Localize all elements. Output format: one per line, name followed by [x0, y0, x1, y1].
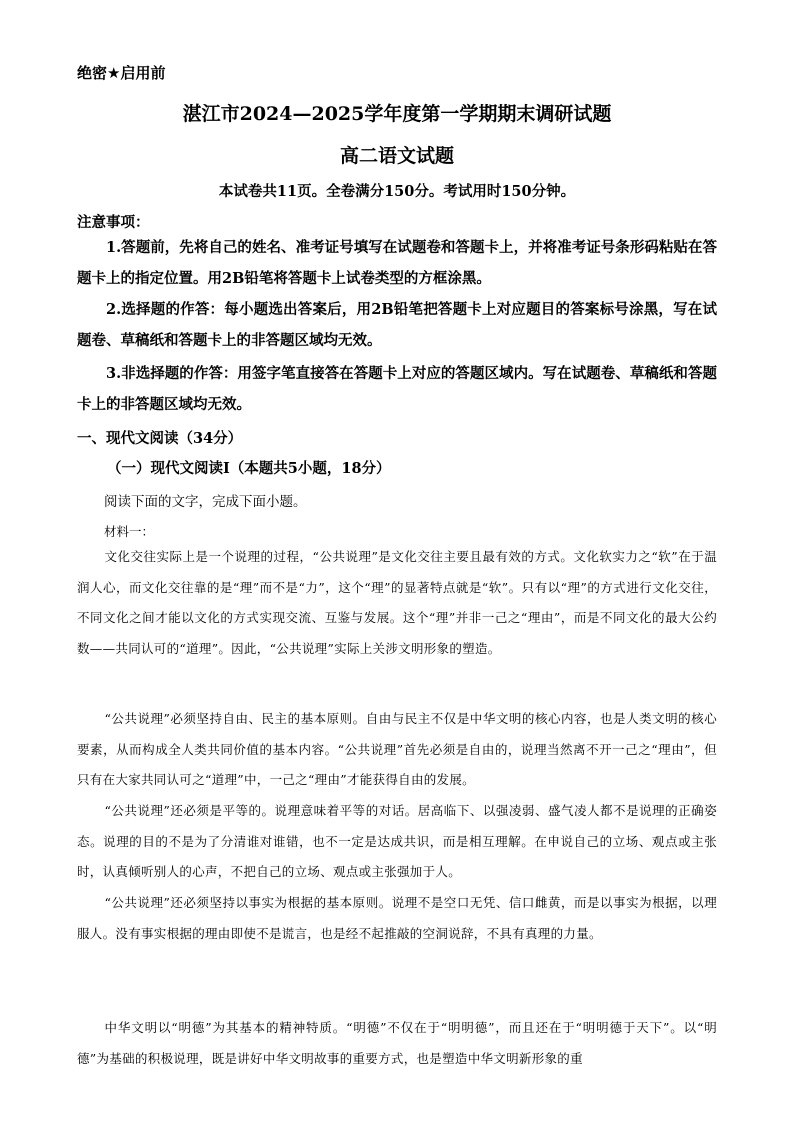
material-paragraph: 文化交往实际上是一个说理的过程，“公共说理”是文化交往主要且最有效的方式。文化软实力之“软”在于温润人心，而文化交往靠的是“理”而不是“力”，这个“理”的显著特点就是“软”。只有以“理”的方式进行文化交往，不同文化之间才能以文化的方式实现交流、互鉴与发展。这个“理”并非一己之“理由”，而是不同文化的最大公约数——共同认可的“道理”。因此，“公共说理”实际上关涉文明形象的塑造。: [77, 549, 717, 656]
notice-item: 1.答题前，先将自己的姓名、准考证号填写在试题卷和答题卡上，并将准考证号条形码粘贴在答题卡上的指定位置。用2B铅笔将答题卡上试卷类型的方框涂黑。: [77, 239, 717, 287]
material-paragraph: “公共说理”必须坚持自由、民主的基本原则。自由与民主不仅是中华文明的核心内容，也是人类文明的核心要素，从而构成全人类共同价值的基本内容。“公共说理”首先必须是自由的，说理当然离不开一己之“理由”，但只有在大家共同认可之“道理”中，一己之“理由”才能获得自由的发展。: [77, 711, 717, 787]
notice-item: 3.非选择题的作答：用签字笔直接答在答题卡上对应的答题区域内。写在试题卷、草稿纸和答题卡上的非答题区域均无效。: [77, 365, 717, 413]
section-heading: 一、现代文阅读（34分）: [77, 430, 243, 447]
exam-info: 本试卷共11页。全卷满分150分。考试用时150分钟。: [218, 183, 576, 200]
material-paragraph: “公共说理”还必须是平等的。说理意味着平等的对话。居高临下、以强凌弱、盛气凌人都不是说理的正确姿态。说理的目的不是为了分清谁对谁错，也不一定是达成共识，而是相互理解。在申说自己的立场、观点或主张时，认真倾听别人的心声，不把自己的立场、观点或主张强加于人。: [77, 803, 717, 879]
secret-mark: 绝密★启用前: [77, 64, 166, 82]
reading-instruction: 阅读下面的文字，完成下面小题。: [104, 494, 307, 510]
exam-title: 湛江市2024—2025学年度第一学期期末调研试题: [182, 103, 612, 125]
notice-item: 2.选择题的作答：每小题选出答案后，用2B铅笔把答题卡上对应题目的答案标号涂黑，写在试题卷、草稿纸和答题卡上的非答题区域均无效。: [77, 301, 717, 349]
notice-heading: 注意事项：: [77, 214, 150, 231]
subsection-heading: （一）现代文阅读Ⅰ（本题共5小题，18分）: [107, 460, 391, 477]
material-paragraph: “公共说理”还必须坚持以事实为根据的基本原则。说理不是空口无凭、信口雌黄，而是以事实为根据，以理服人。没有事实根据的理由即使不是谎言，也是经不起推敲的空洞说辞，不具有真理的力量。: [77, 895, 717, 941]
material-title: 材料一：: [104, 524, 155, 539]
material-paragraph: 中华文明以“明德”为其基本的精神特质。“明德”不仅在于“明明德”，而且还在于“明明德于天下”。以“明德”为基础的积极说理，既是讲好中华文明故事的重要方式，也是塑造中华文明新形象的重: [77, 1020, 717, 1066]
exam-subtitle: 高二语文试题: [339, 145, 454, 167]
